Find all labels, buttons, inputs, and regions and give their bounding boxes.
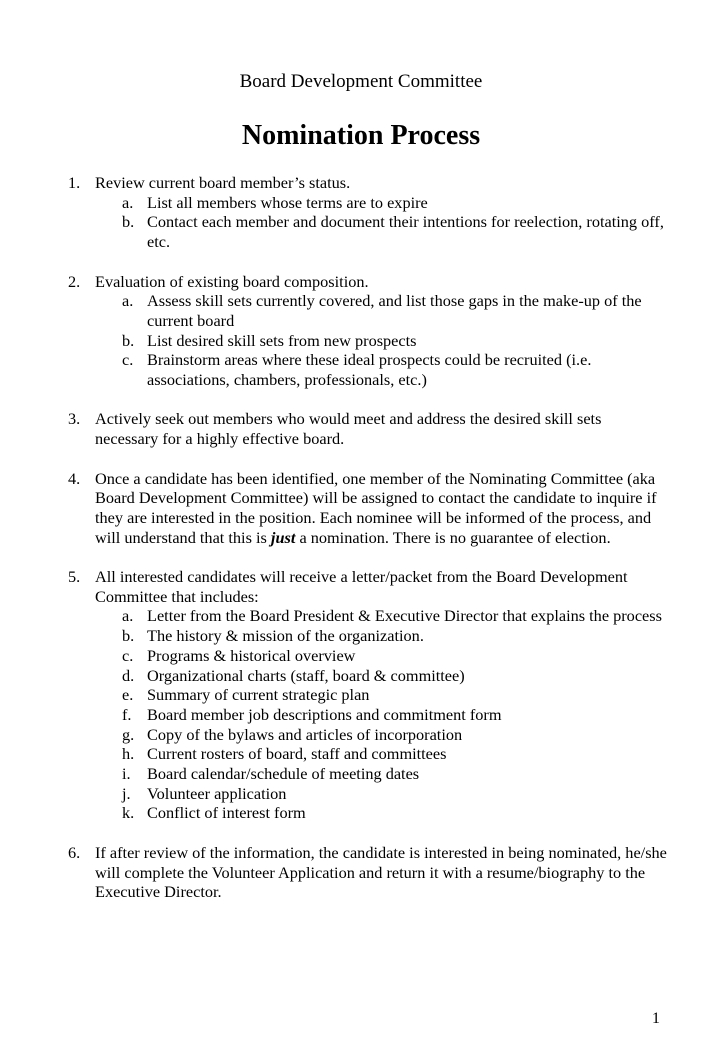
- sub-text: Programs & historical overview: [147, 645, 356, 665]
- step-number: 2.: [68, 271, 81, 291]
- sub-text: Current rosters of board, staff and committees: [147, 744, 447, 764]
- step-number: 4.: [68, 468, 81, 488]
- sub-letter: e.: [122, 685, 134, 705]
- step-text: Actively seek out members who would meet and address the desired skill sets necessary for a highly effective board.: [95, 409, 602, 449]
- sub-text: Copy of the bylaws and articles of incorporation: [147, 724, 463, 744]
- sub-list: [95, 606, 668, 823]
- step-text-before: Once a candidate has been identified, one member of the Nominating Committee (aka Board Development Committee) will be assigned to contact the candidate to inquire if they are interested in the position. Each nominee will be informed of the process, and will understand that this is: [95, 468, 657, 547]
- step-item-1: [68, 173, 668, 252]
- sub-item: [95, 646, 668, 666]
- sub-item: [95, 291, 668, 330]
- sub-text: Conflict of interest form: [147, 803, 306, 823]
- sub-item: [95, 705, 668, 725]
- step-item-2: [68, 272, 668, 390]
- step-text-emphasis: just: [270, 527, 296, 547]
- sub-letter: c.: [122, 350, 134, 370]
- sub-letter: f.: [122, 704, 132, 724]
- step-number: 5.: [68, 567, 81, 586]
- document-title: Nomination Process: [241, 120, 481, 151]
- sub-item: [95, 193, 668, 213]
- sub-text: Brainstorm areas where these ideal prospects could be recruited (i.e. associations, chambers, professionals, etc.): [147, 350, 592, 390]
- sub-item: [95, 350, 668, 389]
- sub-item: [95, 803, 668, 823]
- sub-item: [95, 666, 668, 686]
- step-text: [95, 469, 668, 548]
- sub-item: [95, 606, 668, 626]
- sub-item: [95, 626, 668, 646]
- sub-letter: i.: [122, 764, 131, 784]
- step-text-after: a nomination. There is no guarantee of election.: [295, 527, 611, 547]
- sub-text: Letter from the Board President & Executive Director that explains the process: [147, 606, 662, 626]
- sub-item: [95, 212, 668, 251]
- step-number: 6.: [68, 842, 81, 862]
- step-item-3: [68, 409, 668, 448]
- sub-letter: g.: [122, 724, 135, 744]
- sub-text: Organizational charts (staff, board & committee): [147, 665, 465, 685]
- step-text: Evaluation of existing board composition.: [95, 271, 369, 291]
- sub-letter: a.: [122, 606, 134, 626]
- sub-text: Contact each member and document their intentions for reelection, rotating off, etc.: [147, 212, 664, 252]
- sub-item: [95, 764, 668, 784]
- sub-text: The history & mission of the organization.: [147, 626, 424, 646]
- sub-list: [95, 193, 668, 252]
- sub-text: Volunteer application: [147, 783, 287, 803]
- sub-text: Board member job descriptions and commitment form: [147, 704, 502, 724]
- step-text: Review current board member’s status.: [95, 173, 351, 192]
- step-number: 3.: [68, 409, 81, 429]
- sub-text: Assess skill sets currently covered, and list those gaps in the make-up of the current board: [147, 291, 642, 330]
- sub-letter: k.: [122, 803, 135, 823]
- step-text: If after review of the information, the candidate is interested in being nominated, he/she will complete the Volunteer Application and return it with a resume/biography to the Executive Director.: [95, 842, 667, 902]
- step-item-4: [68, 469, 668, 548]
- sub-letter: b.: [122, 626, 135, 646]
- sub-letter: a.: [122, 192, 134, 212]
- sub-letter: b.: [122, 330, 135, 350]
- sub-item: [95, 331, 668, 351]
- sub-letter: d.: [122, 665, 135, 685]
- sub-letter: b.: [122, 212, 135, 232]
- step-number: 1.: [68, 173, 81, 192]
- sub-item: [95, 725, 668, 745]
- sub-item: [95, 685, 668, 705]
- document-subtitle: Board Development Committee: [239, 71, 483, 92]
- sub-text: Summary of current strategic plan: [147, 685, 370, 705]
- sub-text: List all members whose terms are to expire: [147, 192, 428, 212]
- sub-letter: a.: [122, 291, 134, 311]
- sub-letter: j.: [122, 783, 131, 803]
- sub-item: [95, 744, 668, 764]
- nomination-steps-list: [68, 173, 668, 922]
- sub-letter: c.: [122, 645, 134, 665]
- sub-list: [95, 291, 668, 390]
- sub-text: Board calendar/schedule of meeting dates: [147, 764, 420, 784]
- step-text: All interested candidates will receive a letter/packet from the Board Development Committee that includes:: [95, 567, 628, 606]
- sub-text: List desired skill sets from new prospects: [147, 330, 417, 350]
- step-item-5: [68, 567, 668, 823]
- sub-item: [95, 784, 668, 804]
- step-item-6: [68, 843, 668, 902]
- page-number: 1: [651, 1008, 660, 1027]
- sub-letter: h.: [122, 744, 135, 764]
